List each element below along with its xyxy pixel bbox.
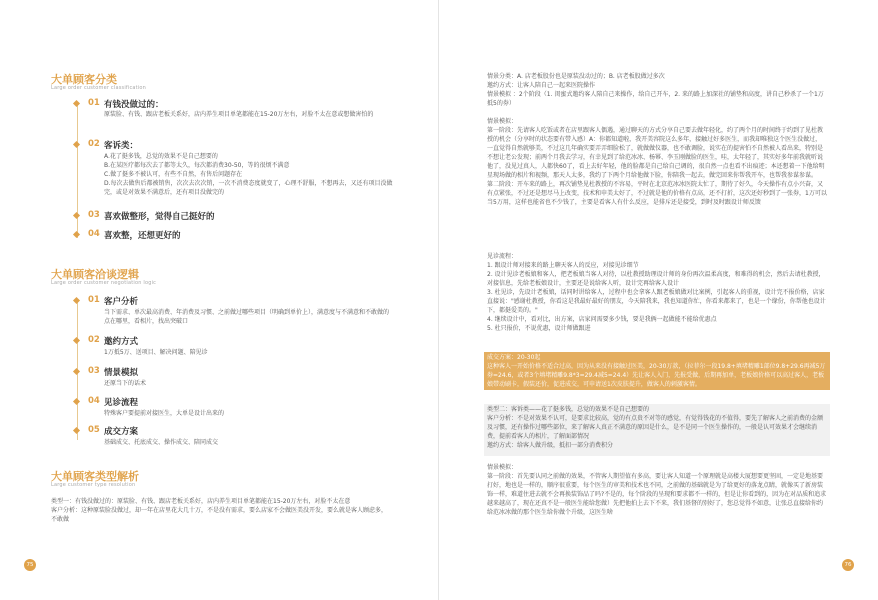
item-heading: 成交方案 — [104, 427, 139, 437]
type-one-paragraph: 类型一：有钱没做过的：原装脸、有钱、跟店老板关系好，店内养生项目单笔都能在15-20万左右，对脸不太在意 客户分析：这种原装脸没做过，却一年在店里花大几十万，不是没有需求，要么店家不会做医美没开发，要么就是客人顾虑多，不敢做 — [51, 498, 388, 523]
section-title-negotiation: 大单顾客洽谈逻辑 — [51, 268, 139, 281]
bullet-diamond-icon — [73, 297, 80, 304]
bullet-diamond-icon — [73, 398, 80, 405]
consultation-process-text: 见诊流程： 1. 跟设计师对接来的路上聊天客人的反应，对接见诊细节 2. 设计见诊老板娘和客人，把老板娘当客人对待，以杜教授助理设计师的身份再次温柔高度，和难得的机会，然后去请杜教授，对接信息，先给老板娘设计，主要还是说给客人听，设计完再给客人设计 3. 杜见诊，先设计老板娘，话同时讲给客人，过程中也会拿客人跟老板娘做对比案例，引起客人的重视，设计完不报价格，店家直接说："感谢杜教授，你看这是我最好最好的朋友，今天陪我来，我也知道你忙，你看来都来了，也是一个缘份，你帮他也设计下，都挺爱美的。" 4. 继续设计中，看对比，出方案，店家问需要多少钱，要是我俩一起做能不能给优惠点 5. 杜只报价，不说优惠，设计师做跟进 — [487, 253, 826, 332]
item-number: 04 — [88, 229, 100, 239]
section-subtitle-negotiation: Large order customer negotiation logic — [51, 280, 157, 286]
bullet-diamond-icon — [73, 231, 80, 238]
item-heading: 喜欢整，还想更好的 — [104, 231, 181, 241]
item-number: 03 — [88, 210, 100, 220]
item-heading: 喜欢做整形，觉得自己挺好的 — [104, 212, 215, 222]
bullet-diamond-icon — [73, 427, 80, 434]
item-number: 05 — [88, 425, 100, 435]
scenario-simulation-text: 情景模拟： 第一阶段：先请客人吃饭或者在店里跟客人偶遇，通过聊天的方式分享自己要去做年轻化，约了两个月的时间终于约到了见杜教授的机会（分享时的状态要有带入感）A：你都知道啦，我开美容院这么多年，接触过好多医生，而我却唯独这个医生没做过，一直觉得自然就够美，不过这几年确实要弄弄细脸松了，就做做仪器，也不敢调脸，说实在的提害怕不自然被人看出来，特别是不想让老公发现；前两个月我去学习，有幸见到了给范冰冰、杨幂、李玉刚做脸的医生，哇，太年轻了，其实好多年前我就听说他了，没见过真人，人都快60了，看上去好年轻，他的脸都是自己给自己调的，很自然一点也看不出痕迹；本还想着一下他给明星现场做的相片和视频，那天人太多，我约了下两个月给他做下脸，你陪我一起去，做完回来你帮我开车，也帮我参谋参谋。 第二阶段：开车来的路上，再次铺垫见杜教授的不容易，平时在北京范冰冰医院太忙了，期待了好久，今天操作有点小兴奋，又有点紧张，不过还是想尽马上改变，技术和申美太好了，不过就是他的价格有点高，还不打折，这次还好秒到了一张券，1万可以当5万用，这样也能省也不少钱了，主要是看客人有什么反应，是排斥还是接受，到时及时跟设计师反馈 — [487, 118, 827, 206]
item-body: 当下需求、单次最高消费、年消费及习惯、之前做过哪些项目（明确到单价上），满意度与不满意和不敢做的点在哪里，看相片，找出突破口 — [104, 309, 390, 325]
item-body: 还原当下的话术 — [104, 380, 147, 387]
item-number: 01 — [88, 98, 100, 108]
item-body: 特殊客户要提前对接医生，大单是设计出来的 — [104, 410, 225, 417]
item-heading: 见诊流程 — [104, 398, 139, 408]
bullet-diamond-icon — [73, 337, 80, 344]
deal-plan-highlight-box: 成交方案：20-30起 这种客人一开始价格不适合过高，因为从来没有接触过医美，20-30万款，（拉菲尔一段19.8+填堵精雕1部位9.8+29.6再减5万券=24.6，或者3个填堵精雕9.8*3=29.4减5=24.4）先让客人入门，先报受做，后期再加单，老板娘价格可以高过客人，老板娘带动刷卡，假装还价，促进成交，可申请送1次皮肤提升，做客人的刺激客情。 — [484, 352, 830, 390]
complaint-type-box: 类型二：客诉类——花了挺多钱，总觉的效果不是自己想要的 客户分析：不是对效果不认可，是要求比较高，觉的有点贵不对等的感觉，有觉得钱花的不值得，要先了解客人之前消费的金额及习惯，还有操作过哪些部位，来了解客人真正不满意的原因是什么，是不是同一个医生操作的，一般是认可效果才会继续消费，提前看客人的相片，了解面部情况 邀约方式：给客人做升级，抵扣一部分消费积分 — [484, 404, 830, 456]
item-body: 原装脸、有钱、跟店老板关系好，店内养生项目单笔都能在15-20万左右，对脸不太在意或想做害怕的 — [104, 111, 374, 118]
section-subtitle-classification: Large order customer classification — [51, 85, 147, 91]
bullet-diamond-icon — [73, 100, 80, 107]
item-heading: 客户分析 — [104, 297, 139, 307]
section-title-type-resolution: 大单顾客类型解析 — [51, 470, 139, 483]
item-heading: 邀约方式 — [104, 337, 139, 347]
item-number: 02 — [88, 139, 100, 149]
item-heading: 有钱没做过的： — [104, 100, 164, 110]
item-number: 04 — [88, 396, 100, 406]
item-number: 01 — [88, 295, 100, 305]
bullet-diamond-icon — [73, 212, 80, 219]
item-body: A.花了挺多钱，总觉的效果不是自己想要的 B.在某医疗都每次去了都等太久，每次都消费30-50，等的很烦不满意 C.做了挺多不被认可，有些不自然，有售后问题存在 D.每次去做售后都被销售，次次去次次销，一次不消费态度就变了，心理不舒服，不想再去，又还有项目没做完，或是对效果不满意后，还有项目没做完的 — [104, 153, 393, 196]
section-subtitle-type-resolution: Large customer type resolution — [51, 482, 136, 488]
page-number-left: 75 — [24, 559, 36, 571]
item-heading: 情景模拟 — [104, 368, 139, 378]
bullet-diamond-icon — [73, 141, 80, 148]
page-number-right: 76 — [842, 559, 854, 571]
item-heading: 客诉类： — [104, 141, 139, 151]
item-body: 1万抵5万、送项目、解决问题、陪见诊 — [104, 349, 208, 356]
item-number: 03 — [88, 366, 100, 376]
scenario-simulation-text-2: 情景模拟： 第一阶段：首先要认同之前做的效果，不管客人期望值有多高，要让客人知道一个原理就是高楼大厦想要更坚固，一定是地基要打好，地也是一样的，顺序很重要，每个医生的审美和技术也不同，之前做的基础就是为了给更好的落龙点睛，就像买了新房装饰一样，难道住进去就不会再换装饰品了吗?不是的，每个阶段的呈现和要求都不一样的，但是让你看到的，因为在对品质和追求越来越高了，现在还真不是一般医生能给您做）先把他拍上去下不来，我们基督的别好了，您总觉得不如意，让张总直接给你约给范冰冰做的那个医生给你做个升级，这医生啥 — [487, 464, 827, 516]
scenario-classification-text: 情景分类：A. 店老板股份也是原装没动过的；B. 店老板股做过多次 邀约方式：让客人陪自己一起来医院操作 情景模拟 ：2个阶段（1. 闺蜜式邀约客人陪自己来操作，给自己开车，2. 来的路上加深社的铺垫和高度，讲自己秒杀了一个1万抵5的券） — [487, 73, 824, 107]
item-number: 02 — [88, 335, 100, 345]
bullet-diamond-icon — [73, 368, 80, 375]
section-title-classification: 大单顾客分类 — [51, 73, 117, 86]
item-body: 基础成交、托底成交、操作成交、陪同成交 — [104, 439, 219, 446]
